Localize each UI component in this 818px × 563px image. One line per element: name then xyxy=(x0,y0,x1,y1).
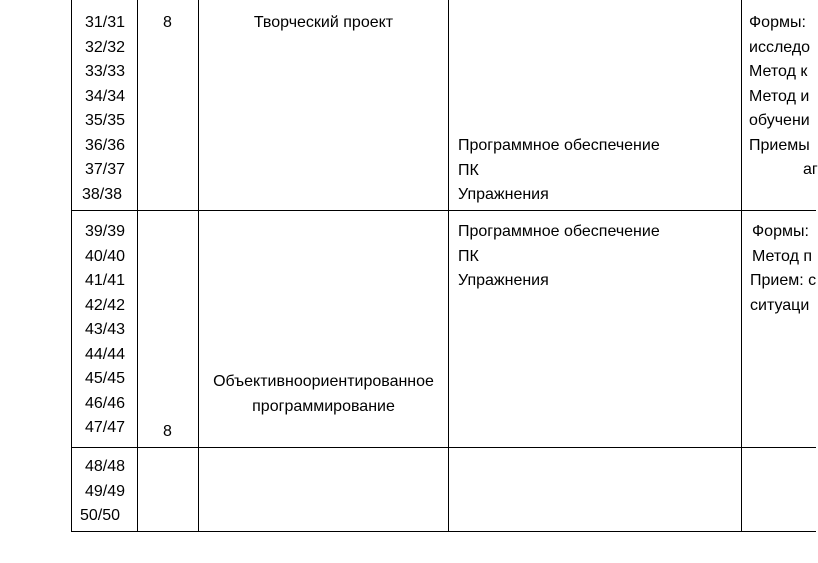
lesson-number: 50/50 xyxy=(80,507,121,524)
lesson-numbers-cell xyxy=(80,11,135,207)
row-divider-1 xyxy=(71,210,816,211)
lesson-numbers-cell xyxy=(80,455,135,529)
resources-cell xyxy=(458,220,660,294)
method-line: Метод к xyxy=(749,63,808,80)
method-line: Метод п xyxy=(752,247,813,265)
lesson-number: 33/33 xyxy=(85,63,126,80)
column-divider-2 xyxy=(198,0,199,532)
method-line: Метод и xyxy=(749,87,810,105)
table-border-left xyxy=(71,0,72,532)
resource-item: Программное обеспечение xyxy=(458,137,660,154)
methods-cell xyxy=(750,220,816,318)
lesson-numbers-cell xyxy=(80,220,135,441)
resource-item: Упражнения xyxy=(458,272,549,289)
hours-value: 8 xyxy=(163,423,172,440)
method-line: исследо xyxy=(749,38,811,56)
method-line: Формы: xyxy=(749,14,806,31)
resources-cell xyxy=(458,134,660,208)
resource-item: Программное обеспечение xyxy=(458,223,660,240)
method-line: аг xyxy=(803,161,818,178)
lesson-number: 44/44 xyxy=(85,345,126,363)
method-line: обучени xyxy=(749,112,810,129)
method-line: Приемы xyxy=(749,136,810,154)
lesson-number: 43/43 xyxy=(85,321,126,338)
lesson-number: 36/36 xyxy=(85,136,126,154)
resource-item: Упражнения xyxy=(458,186,549,203)
resource-item: ПК xyxy=(458,161,479,179)
method-line: Прием: с xyxy=(750,272,817,289)
lesson-number: 37/37 xyxy=(85,161,126,178)
lesson-number: 46/46 xyxy=(85,394,126,412)
lesson-number: 47/47 xyxy=(85,419,126,436)
lesson-number: 40/40 xyxy=(85,247,126,265)
topic-line: программирование xyxy=(252,397,395,415)
table-border-bottom xyxy=(71,531,816,532)
topic-title xyxy=(199,11,448,36)
method-line: ситуаци xyxy=(750,296,810,314)
topic-line: Творческий проект xyxy=(253,14,394,31)
method-line: Формы: xyxy=(752,223,809,240)
lesson-number: 34/34 xyxy=(85,87,126,105)
resource-item: ПК xyxy=(458,247,479,265)
lesson-number: 45/45 xyxy=(85,370,126,387)
hours-value: 8 xyxy=(163,14,172,31)
lesson-number: 32/32 xyxy=(85,38,126,56)
column-divider-1 xyxy=(137,0,138,532)
lesson-number: 41/41 xyxy=(85,272,126,289)
row-divider-2 xyxy=(71,447,816,448)
lesson-number: 39/39 xyxy=(85,223,126,240)
lesson-number: 48/48 xyxy=(85,458,126,475)
lesson-number: 38/38 xyxy=(82,185,123,203)
lesson-number: 31/31 xyxy=(85,14,126,31)
lesson-number: 35/35 xyxy=(85,112,126,129)
column-divider-3 xyxy=(448,0,449,532)
methods-cell xyxy=(749,11,818,183)
lesson-number: 49/49 xyxy=(85,482,126,500)
topic-title xyxy=(199,370,448,419)
column-divider-4 xyxy=(741,0,742,532)
lesson-number: 42/42 xyxy=(85,296,126,314)
topic-line: Объективноориентированное xyxy=(213,373,434,390)
